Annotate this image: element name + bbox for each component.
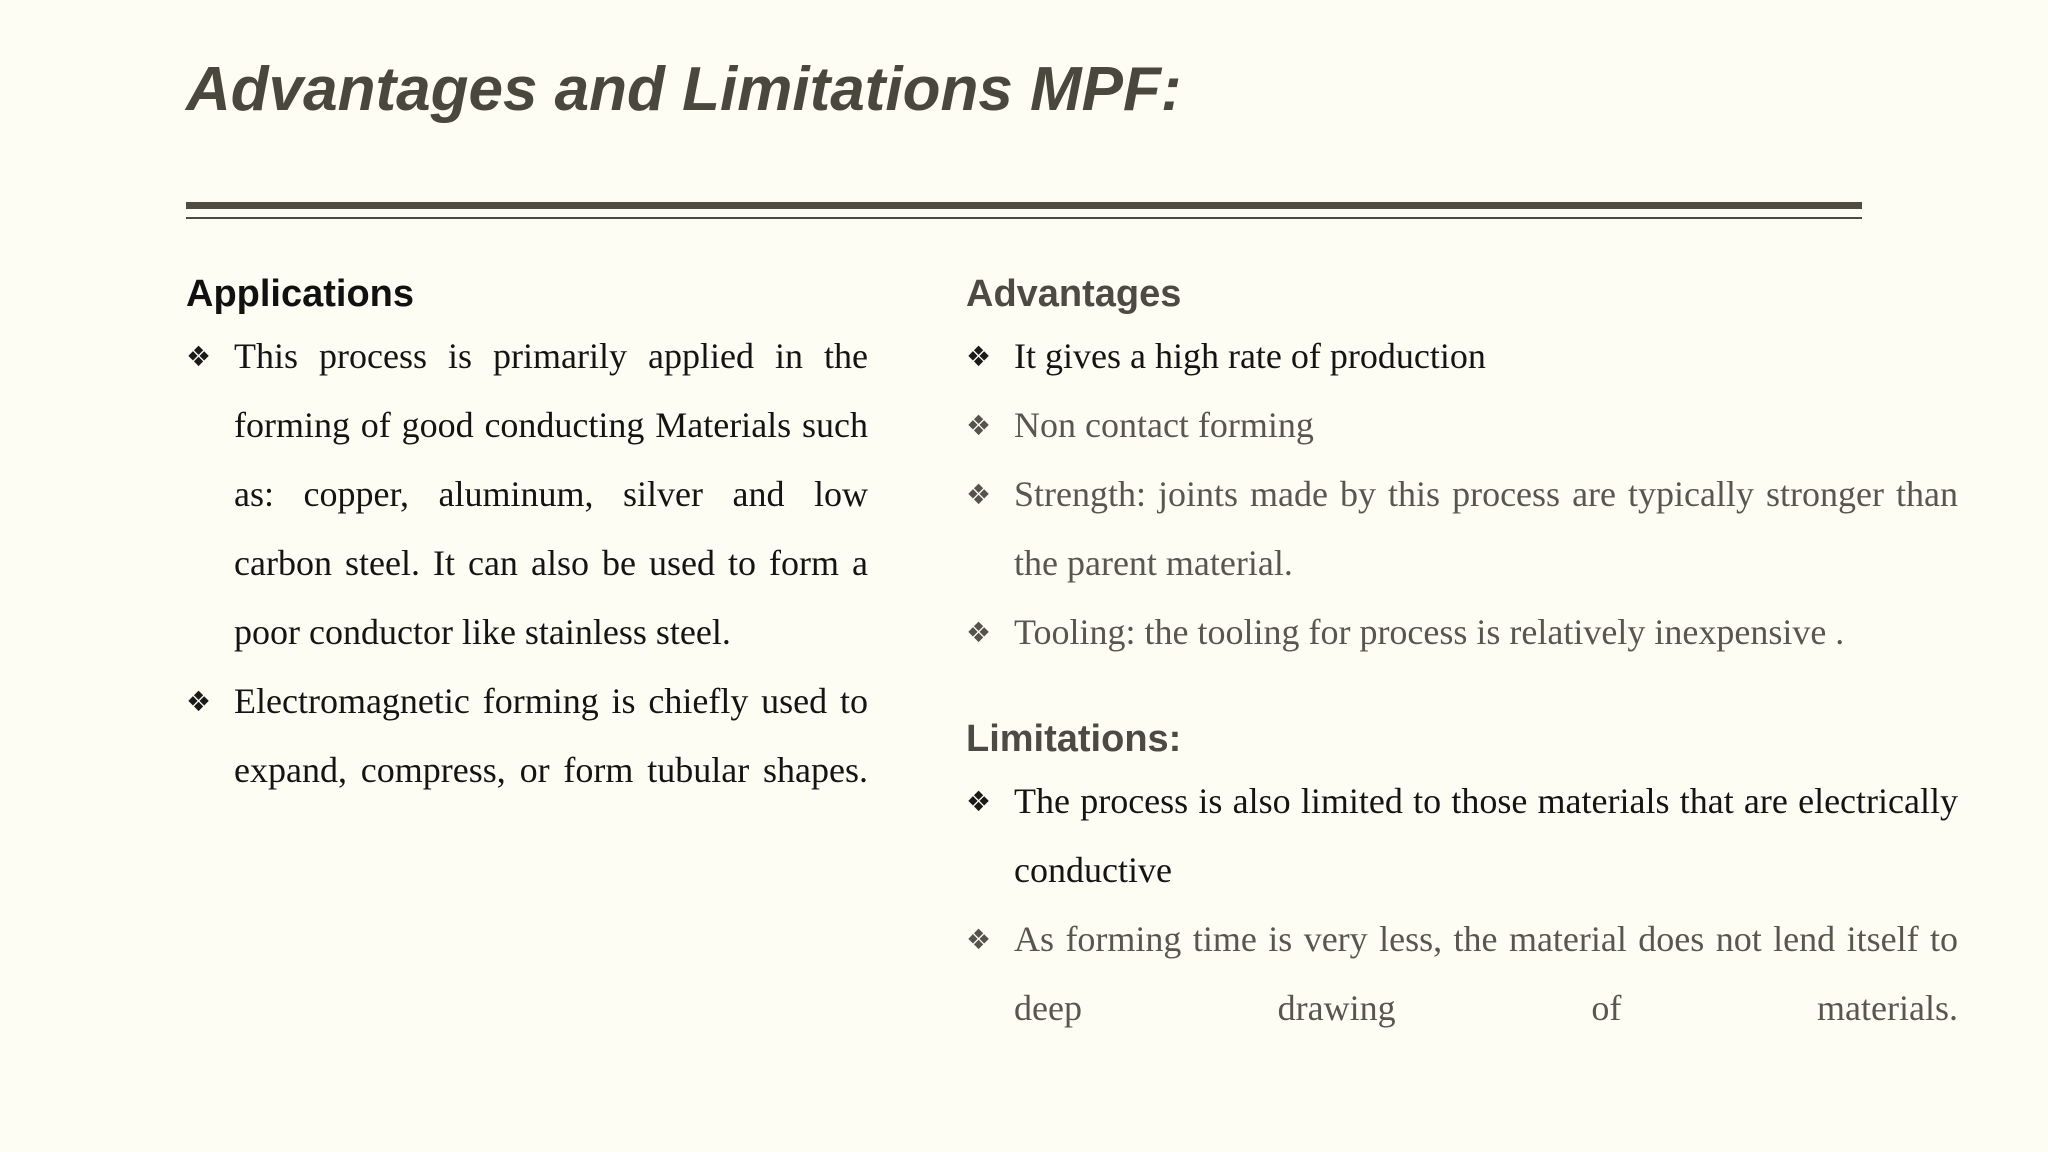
limitations-list <box>966 767 1958 1043</box>
diamond-bullet-icon: ❖ <box>966 340 992 373</box>
list-item-text: Tooling: the tooling for process is relatively inexpensive . <box>1014 612 1845 652</box>
list-item <box>966 322 1958 391</box>
list-item-text: Non contact forming <box>1014 405 1314 445</box>
limitations-heading: Limitations: <box>966 718 1182 760</box>
list-item <box>186 667 868 805</box>
advantages-limitations-column <box>966 266 1958 1043</box>
list-item <box>966 391 1958 460</box>
diamond-bullet-icon: ❖ <box>966 409 992 442</box>
list-item-text: As forming time is very less, the material does not lend itself to deep drawing of materials. <box>1014 919 1958 1028</box>
diamond-bullet-icon: ❖ <box>966 616 992 649</box>
diamond-bullet-icon: ❖ <box>186 340 212 373</box>
list-item-text: Electromagnetic forming is chiefly used to expand, compress, or form tubular shapes. <box>234 681 868 790</box>
diamond-bullet-icon: ❖ <box>966 923 992 956</box>
list-item-text: It gives a high rate of production <box>1014 336 1486 376</box>
list-item-text: This process is primarily applied in the forming of good conducting Materials such as: copper, aluminum, silver and low carbon steel. It can also be used to form a poor conductor like stainless steel. <box>234 336 868 652</box>
applications-column <box>186 266 868 805</box>
list-item <box>966 598 1958 667</box>
diamond-bullet-icon: ❖ <box>966 785 992 818</box>
applications-list <box>186 322 868 805</box>
advantages-list <box>966 322 1958 667</box>
title-rule-thick <box>186 202 1862 209</box>
title-rule-thin <box>186 217 1862 219</box>
list-item <box>186 322 868 667</box>
applications-heading: Applications <box>186 273 415 315</box>
diamond-bullet-icon: ❖ <box>186 685 212 718</box>
list-item <box>966 905 1958 1043</box>
list-item <box>966 460 1958 598</box>
advantages-heading: Advantages <box>966 273 1182 315</box>
slide-title: Advantages and Limitations MPF: <box>186 55 1182 124</box>
list-item-text: Strength: joints made by this process are typically stronger than the parent material. <box>1014 474 1958 583</box>
diamond-bullet-icon: ❖ <box>966 478 992 511</box>
list-item-text: The process is also limited to those materials that are electrically conductive <box>1014 781 1958 890</box>
list-item <box>966 767 1958 905</box>
